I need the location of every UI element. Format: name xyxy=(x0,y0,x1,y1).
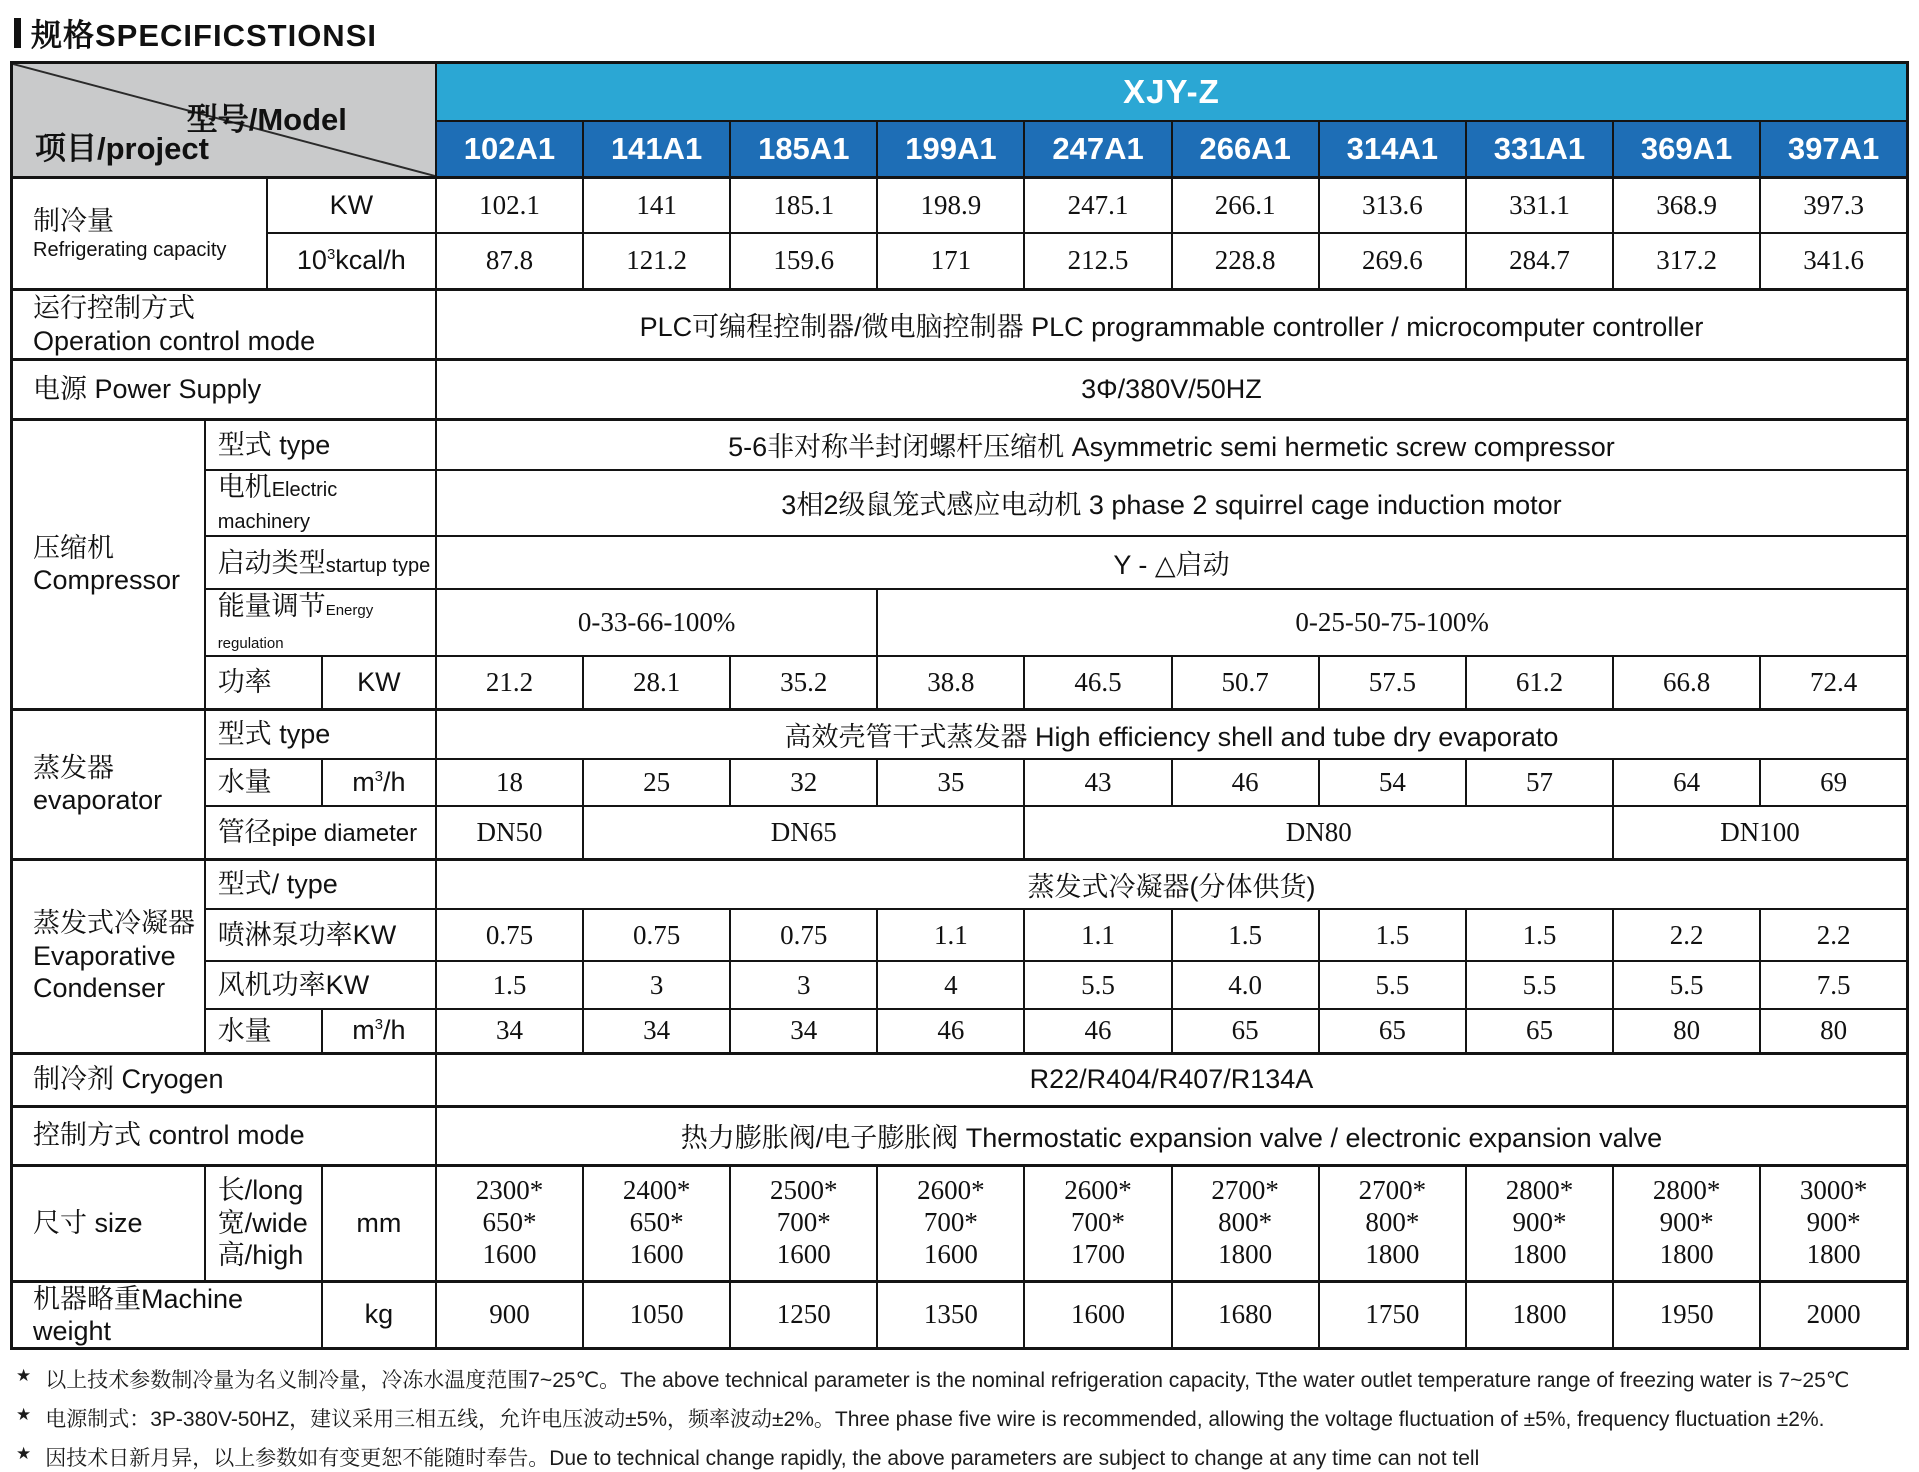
star-icon: ★ xyxy=(16,1405,32,1425)
weight-cell: 1600 xyxy=(1024,1281,1171,1349)
size-cell: 2700* 800* 1800 xyxy=(1172,1165,1319,1281)
fan-cell: 7.5 xyxy=(1760,961,1907,1009)
control-mode-value-cell: 热力膨胀阀/电子膨胀阀 Thermostatic expansion valve / electronic expansion valve xyxy=(436,1106,1908,1165)
condenser-spray-label: 喷淋泵功率KW xyxy=(205,909,436,961)
capacity-row-label: 制冷量 Refrigerating capacity xyxy=(12,178,267,290)
evaporator-type-value-cell: 高效壳管干式蒸发器 High efficiency shell and tube dry evaporato xyxy=(436,709,1908,759)
evap-water-cell: 25 xyxy=(583,759,730,806)
weight-cell: 1250 xyxy=(730,1281,877,1349)
model-header-cell: 102A1 xyxy=(436,121,583,178)
spec-table xyxy=(10,61,1909,1350)
star-icon: ★ xyxy=(16,1366,32,1386)
compressor-power-label: 功率 xyxy=(205,656,322,709)
spray-cell: 1.5 xyxy=(1172,909,1319,961)
header-corner-cell xyxy=(12,63,436,178)
size-cell: 2700* 800* 1800 xyxy=(1319,1165,1466,1281)
condenser-group-label: 蒸发式冷凝器 Evaporative Condenser xyxy=(12,859,205,1053)
project-axis-label: 项目/project xyxy=(35,131,209,166)
fan-cell: 5.5 xyxy=(1613,961,1760,1009)
power-cell: 72.4 xyxy=(1760,656,1907,709)
kw-cell: 368.9 xyxy=(1613,178,1760,233)
control-mode-label: 控制方式 control mode xyxy=(12,1106,436,1165)
evap-water-cell: 46 xyxy=(1172,759,1319,806)
cond-water-cell: 65 xyxy=(1466,1009,1613,1053)
capacity-kcal-unit: $10^3kcal/h$ xyxy=(267,233,436,290)
cond-water-cell: 46 xyxy=(877,1009,1024,1053)
capacity-kw-unit: KW xyxy=(267,178,436,233)
kcal-cell: 171 xyxy=(877,233,1024,290)
fan-cell: 3 xyxy=(730,961,877,1009)
footnote-line xyxy=(16,1442,1919,1472)
energy-regulation-left-cell: 0-33-66-100% xyxy=(436,589,877,656)
power-cell: 35.2 xyxy=(730,656,877,709)
pipe-cell: DN80 xyxy=(1024,806,1613,859)
power-cell: 66.8 xyxy=(1613,656,1760,709)
cond-water-cell: 34 xyxy=(583,1009,730,1053)
cond-water-cell: 34 xyxy=(436,1009,583,1053)
weight-unit: kg xyxy=(322,1281,436,1349)
evap-water-cell: 54 xyxy=(1319,759,1466,806)
power-cell: 46.5 xyxy=(1024,656,1171,709)
size-dimension-labels: 长/long 宽/wide 高/high xyxy=(205,1165,322,1281)
fan-cell: 5.5 xyxy=(1466,961,1613,1009)
evaporator-water-unit: $m^3/h$ xyxy=(322,759,436,806)
model-header-cell: 331A1 xyxy=(1466,121,1613,178)
operation-row-label: 运行控制方式 Operation control mode xyxy=(12,290,436,360)
size-cell: 2300* 650* 1600 xyxy=(436,1165,583,1281)
evap-water-cell: 18 xyxy=(436,759,583,806)
footnote-line xyxy=(16,1364,1919,1394)
size-cell: 2400* 650* 1600 xyxy=(583,1165,730,1281)
compressor-motor-label: 电机Electric machinery xyxy=(205,470,436,537)
power-cell: 57.5 xyxy=(1319,656,1466,709)
kw-cell: 141 xyxy=(583,178,730,233)
kcal-cell: 121.2 xyxy=(583,233,730,290)
compressor-startup-value-cell: Y - △启动 xyxy=(436,536,1908,589)
kcal-cell: 87.8 xyxy=(436,233,583,290)
condenser-water-label: 水量 xyxy=(205,1009,322,1053)
compressor-group-label: 压缩机 Compressor xyxy=(12,420,205,710)
footnote-text: 因技术日新月异，以上参数如有变更恕不能随时奉告。Due to technical change rapidly, the above parameters are subject to change at any time can not tell xyxy=(45,1447,1480,1471)
evap-water-cell: 69 xyxy=(1760,759,1907,806)
model-header-cell: 247A1 xyxy=(1024,121,1171,178)
evap-water-cell: 64 xyxy=(1613,759,1760,806)
condenser-type-value-cell: 蒸发式冷凝器(分体供货) xyxy=(436,859,1908,909)
footnote-text: 电源制式：3P-380V-50HZ，建议采用三相五线，允许电压波动±5%，频率波动±2%。Three phase five wire is recommended, allowing the voltage fluctuation of ±5%, frequency fluctuation ±2%. xyxy=(45,1408,1825,1432)
cond-water-cell: 46 xyxy=(1024,1009,1171,1053)
compressor-motor-value-cell: 3相2级鼠笼式感应电动机 3 phase 2 squirrel cage induction motor xyxy=(436,470,1908,537)
evap-water-cell: 32 xyxy=(730,759,877,806)
weight-cell: 1350 xyxy=(877,1281,1024,1349)
cond-water-cell: 80 xyxy=(1613,1009,1760,1053)
model-header-cell: 266A1 xyxy=(1172,121,1319,178)
power-cell: 61.2 xyxy=(1466,656,1613,709)
power-cell: 28.1 xyxy=(583,656,730,709)
fan-cell: 3 xyxy=(583,961,730,1009)
size-unit: mm xyxy=(322,1165,436,1281)
evaporator-group-label: 蒸发器 evaporator xyxy=(12,709,205,859)
size-row-label: 尺寸 size xyxy=(12,1165,205,1281)
cryogen-value-cell: R22/R404/R407/R134A xyxy=(436,1053,1908,1106)
weight-cell: 1750 xyxy=(1319,1281,1466,1349)
model-axis-label: 型号/Model xyxy=(186,102,347,137)
compressor-power-unit: KW xyxy=(322,656,436,709)
size-cell: 2800* 900* 1800 xyxy=(1466,1165,1613,1281)
size-cell: 2800* 900* 1800 xyxy=(1613,1165,1760,1281)
kw-cell: 266.1 xyxy=(1172,178,1319,233)
condenser-type-label: 型式/ type xyxy=(205,859,436,909)
kcal-cell: 212.5 xyxy=(1024,233,1171,290)
cond-water-cell: 80 xyxy=(1760,1009,1907,1053)
footnote-text: 以上技术参数制冷量为名义制冷量，冷冻水温度范围7~25℃。The above technical parameter is the nominal refrigeration capacity, Tthe water outlet temperature range of freezing water is 7~25℃ xyxy=(45,1369,1850,1393)
weight-cell: 1050 xyxy=(583,1281,730,1349)
kcal-cell: 284.7 xyxy=(1466,233,1613,290)
compressor-energy-label: 能量调节Energy regulation xyxy=(205,589,436,656)
kw-cell: 185.1 xyxy=(730,178,877,233)
model-header-cell: 397A1 xyxy=(1760,121,1907,178)
spray-cell: 1.5 xyxy=(1466,909,1613,961)
size-cell: 2500* 700* 1600 xyxy=(730,1165,877,1281)
kcal-cell: 269.6 xyxy=(1319,233,1466,290)
evap-water-cell: 57 xyxy=(1466,759,1613,806)
operation-value-cell: PLC可编程控制器/微电脑控制器 PLC programmable controller / microcomputer controller xyxy=(436,290,1908,360)
power-cell: 38.8 xyxy=(877,656,1024,709)
compressor-type-value-cell: 5-6非对称半封闭螺杆压缩机 Asymmetric semi hermetic screw compressor xyxy=(436,420,1908,470)
page-title xyxy=(0,0,1919,61)
pipe-cell: DN65 xyxy=(583,806,1024,859)
footnote-line xyxy=(16,1403,1919,1433)
power-supply-label: 电源 Power Supply xyxy=(12,360,436,420)
kcal-cell: 341.6 xyxy=(1760,233,1907,290)
cryogen-label: 制冷剂 Cryogen xyxy=(12,1053,436,1106)
condenser-water-unit: $m^3/h$ xyxy=(322,1009,436,1053)
cond-water-cell: 65 xyxy=(1319,1009,1466,1053)
evap-water-cell: 35 xyxy=(877,759,1024,806)
star-icon: ★ xyxy=(16,1444,32,1464)
evaporator-water-label: 水量 xyxy=(205,759,322,806)
evap-water-cell: 43 xyxy=(1024,759,1171,806)
spray-cell: 1.1 xyxy=(877,909,1024,961)
energy-regulation-right-cell: 0-25-50-75-100% xyxy=(877,589,1907,656)
spray-cell: 0.75 xyxy=(583,909,730,961)
size-cell: 3000* 900* 1800 xyxy=(1760,1165,1907,1281)
power-cell: 50.7 xyxy=(1172,656,1319,709)
page-title-text: 规格SPECIFICSTIONSI xyxy=(31,18,377,53)
compressor-startup-label: 启动类型startup type xyxy=(205,536,436,589)
evaporator-pipe-label: 管径pipe diameter xyxy=(205,806,436,859)
weight-cell: 1680 xyxy=(1172,1281,1319,1349)
kw-cell: 102.1 xyxy=(436,178,583,233)
fan-cell: 5.5 xyxy=(1024,961,1171,1009)
weight-cell: 900 xyxy=(436,1281,583,1349)
model-header-cell: 185A1 xyxy=(730,121,877,178)
kcal-cell: 228.8 xyxy=(1172,233,1319,290)
model-header-cell: 141A1 xyxy=(583,121,730,178)
series-header: XJY-Z xyxy=(436,63,1908,121)
evaporator-type-label: 型式 type xyxy=(205,709,436,759)
spray-cell: 0.75 xyxy=(436,909,583,961)
kcal-cell: 317.2 xyxy=(1613,233,1760,290)
cond-water-cell: 34 xyxy=(730,1009,877,1053)
power-cell: 21.2 xyxy=(436,656,583,709)
spray-cell: 1.1 xyxy=(1024,909,1171,961)
model-header-cell: 314A1 xyxy=(1319,121,1466,178)
fan-cell: 4.0 xyxy=(1172,961,1319,1009)
condenser-fan-label: 风机功率KW xyxy=(205,961,436,1009)
compressor-type-label: 型式 type xyxy=(205,420,436,470)
kw-cell: 198.9 xyxy=(877,178,1024,233)
power-supply-value-cell: 3Φ/380V/50HZ xyxy=(436,360,1908,420)
spray-cell: 2.2 xyxy=(1760,909,1907,961)
model-header-cell: 199A1 xyxy=(877,121,1024,178)
fan-cell: 5.5 xyxy=(1319,961,1466,1009)
footnotes xyxy=(16,1364,1919,1472)
weight-cell: 2000 xyxy=(1760,1281,1907,1349)
cond-water-cell: 65 xyxy=(1172,1009,1319,1053)
title-accent-bar xyxy=(14,18,21,48)
size-cell: 2600* 700* 1600 xyxy=(877,1165,1024,1281)
model-header-cell: 369A1 xyxy=(1613,121,1760,178)
spray-cell: 1.5 xyxy=(1319,909,1466,961)
kw-cell: 331.1 xyxy=(1466,178,1613,233)
weight-cell: 1800 xyxy=(1466,1281,1613,1349)
pipe-cell: DN100 xyxy=(1613,806,1907,859)
pipe-cell: DN50 xyxy=(436,806,583,859)
kw-cell: 313.6 xyxy=(1319,178,1466,233)
kcal-cell: 159.6 xyxy=(730,233,877,290)
weight-cell: 1950 xyxy=(1613,1281,1760,1349)
kw-cell: 397.3 xyxy=(1760,178,1907,233)
spray-cell: 2.2 xyxy=(1613,909,1760,961)
size-cell: 2600* 700* 1700 xyxy=(1024,1165,1171,1281)
kw-cell: 247.1 xyxy=(1024,178,1171,233)
fan-cell: 1.5 xyxy=(436,961,583,1009)
weight-row-label: 机器略重Machine weight xyxy=(12,1281,322,1349)
fan-cell: 4 xyxy=(877,961,1024,1009)
spray-cell: 0.75 xyxy=(730,909,877,961)
